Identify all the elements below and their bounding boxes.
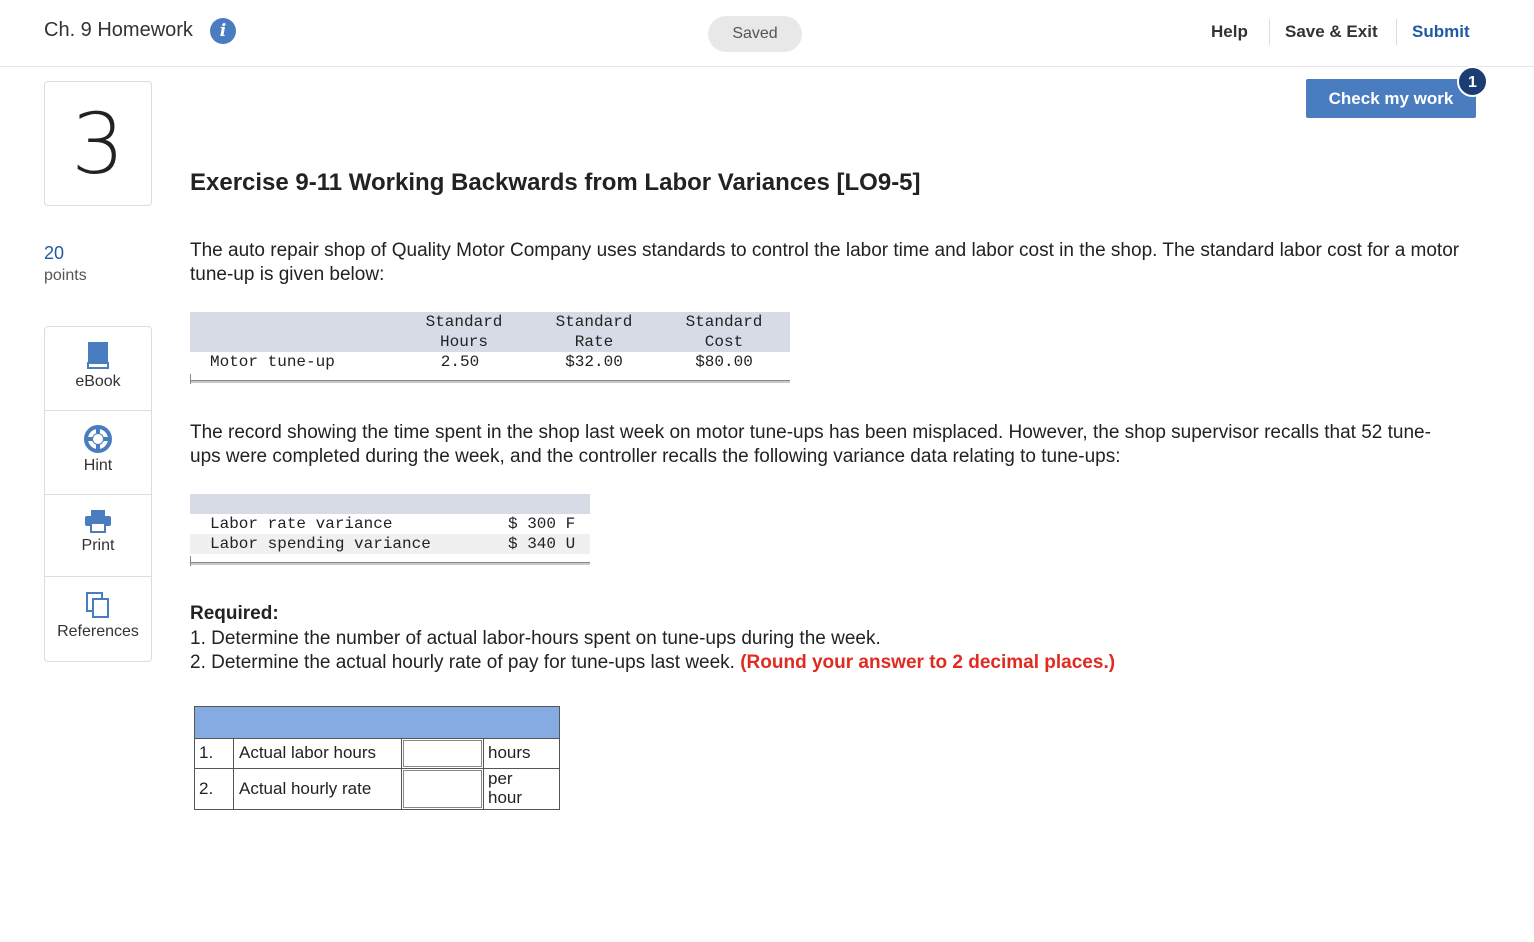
info-icon[interactable]: i xyxy=(210,18,236,44)
actual-labor-hours-input[interactable] xyxy=(403,740,482,767)
variance-label: Labor spending variance xyxy=(210,535,431,553)
table-rule xyxy=(190,380,790,383)
exercise-title: Exercise 9-11 Working Backwards from Labor Variances [LO9-5] xyxy=(190,169,921,196)
value-cell: 2.50 xyxy=(440,353,480,371)
unit-label: hour xyxy=(488,788,523,807)
middle-text: The record showing the time spent in the shop last week on motor tune-ups has been misplaced. However, the shop supervisor recalls that 52 tune-ups were completed during the week, and the controller recalls the following variance data relating to tune-ups: xyxy=(190,422,1431,467)
header-cell: Standard xyxy=(425,313,503,331)
header-cell: Cost xyxy=(704,333,744,351)
lifebuoy-icon xyxy=(84,425,112,453)
required-label: Required: xyxy=(190,603,279,624)
answer-table-header xyxy=(195,707,559,738)
value-cell: $80.00 xyxy=(695,353,753,371)
variance-label: Labor rate variance xyxy=(210,515,393,533)
save-exit-link[interactable]: Save & Exit xyxy=(1285,22,1378,41)
divider xyxy=(1396,19,1397,45)
variance-table xyxy=(190,494,590,572)
variance-value: $ 300 F xyxy=(508,515,576,533)
unit-label: hours xyxy=(488,743,531,762)
row-label: Actual hourly rate xyxy=(239,779,372,798)
header-cell: Rate xyxy=(574,333,614,351)
requirement-2 xyxy=(190,651,1115,675)
header-cell: Hours xyxy=(439,333,488,351)
value-cell: $32.00 xyxy=(565,353,623,371)
hint-button[interactable] xyxy=(45,411,151,495)
submit-link[interactable]: Submit xyxy=(1412,22,1470,41)
row-label: Motor tune-up xyxy=(210,353,335,371)
requirement-2-text: 2. Determine the actual hourly rate of pay for tune-ups last week. xyxy=(190,652,735,673)
points-label: points xyxy=(44,267,87,284)
header-cell: Standard xyxy=(685,313,763,331)
print-button[interactable] xyxy=(45,495,151,577)
book-icon xyxy=(85,341,111,369)
copy-icon xyxy=(85,591,111,619)
references-button[interactable] xyxy=(45,577,151,661)
tools-panel xyxy=(44,326,152,662)
question-number: 3 xyxy=(71,95,125,193)
table-row xyxy=(195,738,559,768)
answer-table xyxy=(194,706,560,810)
saved-status: Saved xyxy=(708,16,802,52)
assignment-title: Ch. 9 Homework xyxy=(44,19,193,41)
points-value: 20 xyxy=(44,243,65,263)
ebook-button[interactable] xyxy=(45,327,151,411)
standard-cost-table xyxy=(190,312,790,390)
unit-label: per xyxy=(488,769,513,788)
actual-hourly-rate-input[interactable] xyxy=(403,770,482,808)
table-rule xyxy=(190,562,590,565)
help-link[interactable]: Help xyxy=(1211,22,1248,41)
tool-label: Print xyxy=(81,537,115,554)
row-label: Actual labor hours xyxy=(239,743,377,762)
printer-icon xyxy=(84,509,112,533)
divider xyxy=(1269,19,1270,45)
intro-text: The auto repair shop of Quality Motor Company uses standards to control the labor time and labor cost in the shop. The standard labor cost for a motor tune-up is given below: xyxy=(190,240,1460,285)
tool-label: References xyxy=(57,623,139,640)
top-bar xyxy=(0,0,1534,67)
check-my-work-button[interactable]: Check my work xyxy=(1306,79,1476,118)
row-number: 1. xyxy=(199,743,214,762)
check-count-badge: 1 xyxy=(1457,66,1488,97)
tool-label: Hint xyxy=(83,457,113,474)
rounding-note: (Round your answer to 2 decimal places.) xyxy=(740,652,1116,673)
question-number-box xyxy=(44,81,152,206)
row-number: 2. xyxy=(199,779,214,798)
tool-label: eBook xyxy=(75,373,121,390)
variance-value: $ 340 U xyxy=(508,535,576,553)
header-cell: Standard xyxy=(555,313,633,331)
requirement-1: 1. Determine the number of actual labor-hours spent on tune-ups during the week. xyxy=(190,628,881,649)
table-row xyxy=(195,768,559,809)
